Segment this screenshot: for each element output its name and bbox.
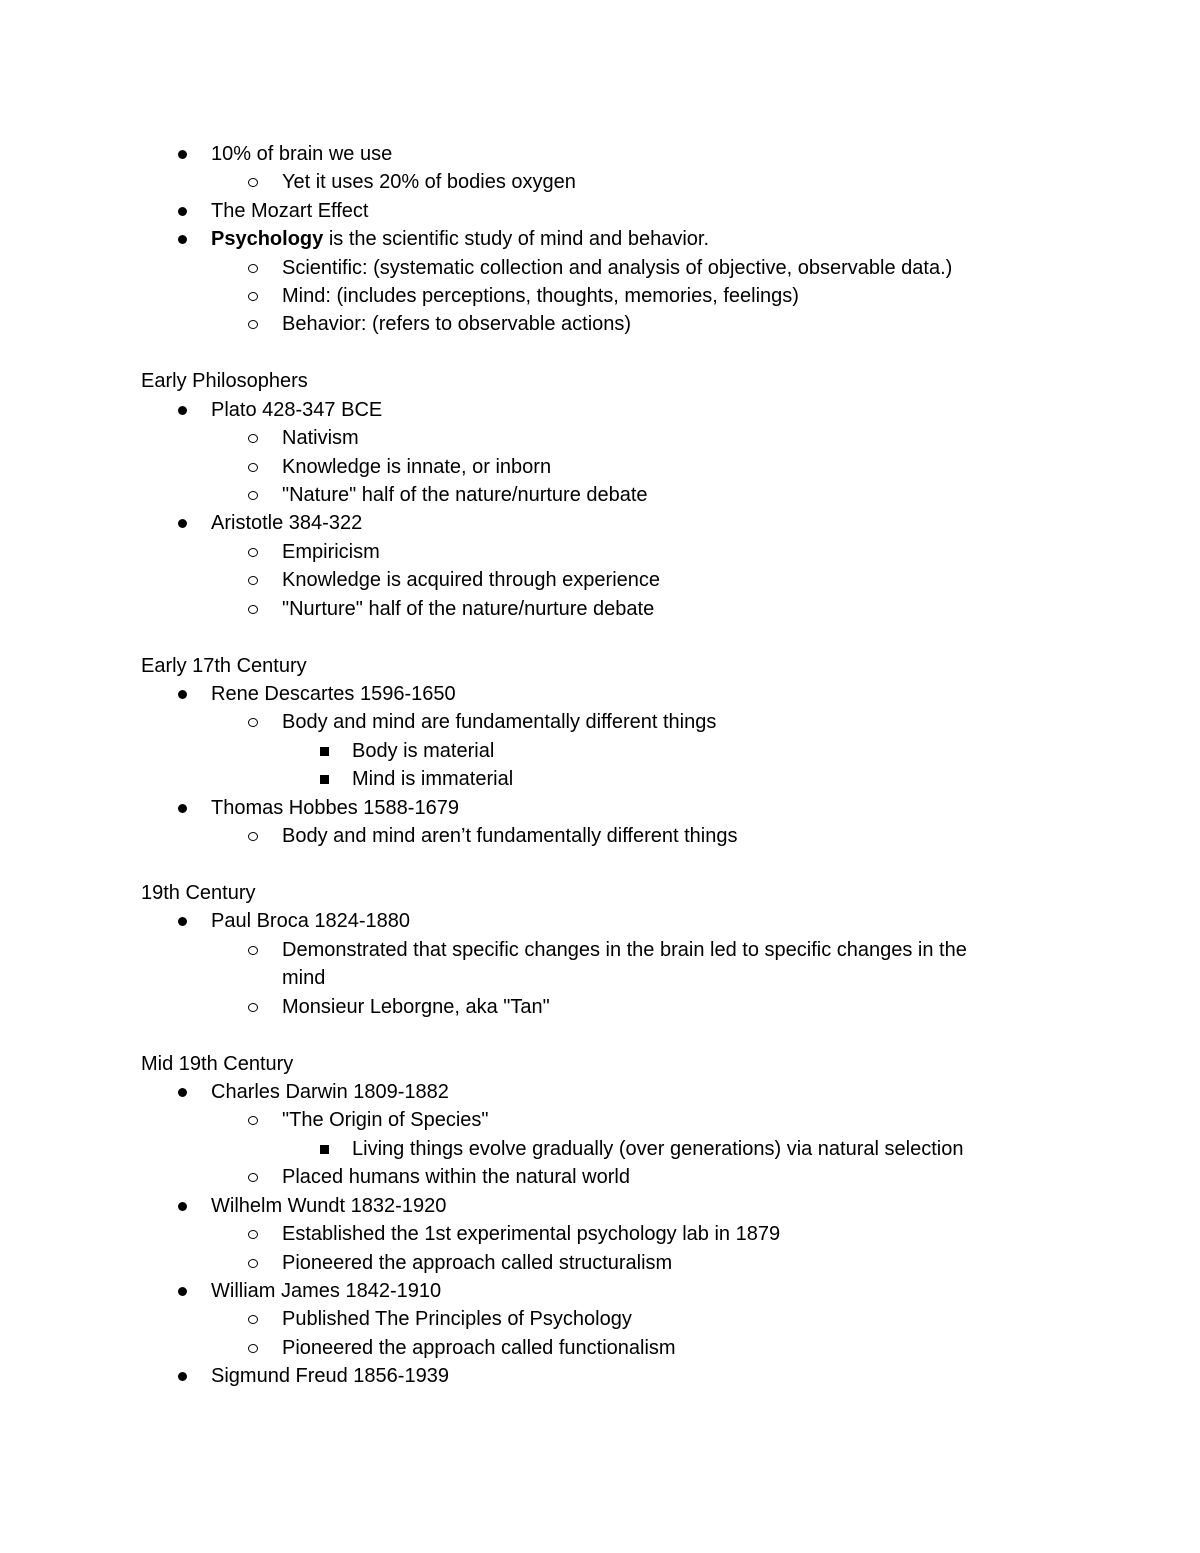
list-item-text: Mind: (includes perceptions, thoughts, memories, feelings): [282, 285, 799, 307]
list-item: [211, 680, 456, 708]
bullet-disc-icon: [178, 1372, 187, 1381]
list-item-text: Established the 1st experimental psychology lab in 1879: [282, 1223, 781, 1245]
list-item: [282, 481, 648, 509]
list-item: [211, 1277, 441, 1305]
list-item: [282, 566, 660, 594]
list-item-text: Pioneered the approach called structuralism: [282, 1252, 673, 1274]
bullet-disc-icon: [178, 235, 187, 244]
bullet-disc-icon: [178, 519, 187, 528]
list-item: [282, 595, 654, 623]
bullet-circle-icon: [248, 1230, 258, 1239]
list-item-text: is the scientific study of mind and behavior.: [323, 228, 710, 250]
list-item: [282, 1334, 676, 1362]
list-item-text: Aristotle 384-322: [211, 512, 363, 534]
bold-term: Psychology: [211, 228, 324, 250]
bullet-disc-icon: [178, 1202, 187, 1211]
bullet-disc-icon: [178, 1287, 187, 1296]
bullet-disc-icon: [178, 207, 187, 216]
list-item-text: 19th Century: [141, 882, 256, 904]
bullet-circle-icon: [248, 491, 258, 500]
list-item-text: William James 1842-1910: [211, 1280, 442, 1302]
bullet-disc-icon: [178, 690, 187, 699]
list-item-text: "Nature" half of the nature/nurture debate: [282, 484, 648, 506]
list-item-text: Yet it uses 20% of bodies oxygen: [282, 171, 576, 193]
list-item-text: Body and mind are fundamentally different things: [282, 711, 717, 733]
bullet-circle-icon: [248, 832, 258, 841]
list-item: [211, 1362, 449, 1390]
list-item: [352, 1135, 963, 1163]
list-item-text: Paul Broca 1824-1880: [211, 910, 411, 932]
list-item-text: Early Philosophers: [141, 370, 308, 392]
list-item: [211, 794, 459, 822]
bullet-circle-icon: [248, 320, 258, 329]
list-item: [211, 907, 410, 935]
list-item: [282, 1220, 780, 1248]
bullet-circle-icon: [248, 946, 258, 955]
bullet-circle-icon: [248, 1003, 258, 1012]
list-item-text: Published The Principles of Psychology: [282, 1308, 632, 1330]
list-item: [282, 310, 631, 338]
bullet-square-icon: [320, 1145, 329, 1154]
bullet-circle-icon: [248, 1173, 258, 1182]
bullet-disc-icon: [178, 917, 187, 926]
list-item: [211, 197, 368, 225]
list-item: [282, 424, 359, 452]
bullet-circle-icon: [248, 264, 258, 273]
list-item-text: Behavior: (refers to observable actions): [282, 313, 632, 335]
list-item: [282, 936, 967, 964]
list-item-text: Wilhelm Wundt 1832-1920: [211, 1195, 447, 1217]
bullet-circle-icon: [248, 178, 258, 187]
list-item-text: Scientific: (systematic collection and analysis of objective, observable data.): [282, 257, 953, 279]
list-item-text: "The Origin of Species": [282, 1109, 489, 1131]
list-item-text: Nativism: [282, 427, 359, 449]
section-heading: [141, 652, 307, 680]
bullet-circle-icon: [248, 1259, 258, 1268]
list-item: [282, 282, 799, 310]
bullet-disc-icon: [178, 1088, 187, 1097]
bullet-circle-icon: [248, 1116, 258, 1125]
list-item: [282, 453, 551, 481]
list-item-text: Monsieur Leborgne, aka "Tan": [282, 996, 550, 1018]
list-item: [282, 1106, 489, 1134]
list-item: [352, 765, 513, 793]
list-item-text: mind: [282, 967, 326, 989]
bullet-circle-icon: [248, 434, 258, 443]
list-item: [282, 1305, 632, 1333]
list-item-text: Knowledge is acquired through experience: [282, 569, 661, 591]
list-item-text: The Mozart Effect: [211, 200, 369, 222]
list-item-text: Pioneered the approach called functionalism: [282, 1337, 676, 1359]
list-item-text: Demonstrated that specific changes in the brain led to specific changes in the: [282, 939, 967, 961]
list-item-text: Mid 19th Century: [141, 1053, 294, 1075]
list-item: [211, 140, 392, 168]
list-item-text: "Nurture" half of the nature/nurture debate: [282, 598, 655, 620]
list-item: [211, 225, 709, 253]
list-item: [211, 396, 382, 424]
list-item-text: Body is material: [352, 740, 495, 762]
list-item-text: Mind is immaterial: [352, 768, 514, 790]
list-item-text: Rene Descartes 1596-1650: [211, 683, 456, 705]
bullet-disc-icon: [178, 804, 187, 813]
bullet-disc-icon: [178, 150, 187, 159]
bullet-circle-icon: [248, 292, 258, 301]
list-item: [282, 993, 550, 1021]
list-item-text: Thomas Hobbes 1588-1679: [211, 797, 459, 819]
bullet-circle-icon: [248, 1344, 258, 1353]
list-item-text: Knowledge is innate, or inborn: [282, 456, 552, 478]
list-item: [282, 538, 380, 566]
bullet-circle-icon: [248, 718, 258, 727]
list-item: [352, 737, 494, 765]
bullet-disc-icon: [178, 406, 187, 415]
list-item: [282, 708, 716, 736]
list-item: [211, 509, 362, 537]
list-item-text: Early 17th Century: [141, 655, 307, 677]
section-heading: [141, 367, 308, 395]
bullet-square-icon: [320, 747, 329, 756]
list-item-text: Empiricism: [282, 541, 380, 563]
list-item: [282, 168, 576, 196]
list-item-text: Living things evolve gradually (over generations) via natural selection: [352, 1138, 964, 1160]
list-item: [211, 1078, 449, 1106]
bullet-circle-icon: [248, 463, 258, 472]
list-item-text: 10% of brain we use: [211, 143, 393, 165]
list-item: [211, 1192, 446, 1220]
bullet-square-icon: [320, 775, 329, 784]
list-item-text: Placed humans within the natural world: [282, 1166, 630, 1188]
list-item: [282, 254, 952, 282]
section-heading: [141, 879, 256, 907]
list-item: [282, 822, 737, 850]
list-item-text: Plato 428-347 BCE: [211, 399, 383, 421]
list-item: [282, 1249, 672, 1277]
list-item-text: Charles Darwin 1809-1882: [211, 1081, 449, 1103]
bullet-circle-icon: [248, 548, 258, 557]
list-item: [282, 1163, 630, 1191]
section-heading: [141, 1050, 293, 1078]
list-item-text: Body and mind aren’t fundamentally different things: [282, 825, 738, 847]
bullet-circle-icon: [248, 605, 258, 614]
bullet-circle-icon: [248, 1315, 258, 1324]
list-item: [282, 964, 325, 992]
bullet-circle-icon: [248, 576, 258, 585]
list-item-text: Sigmund Freud 1856-1939: [211, 1365, 449, 1387]
